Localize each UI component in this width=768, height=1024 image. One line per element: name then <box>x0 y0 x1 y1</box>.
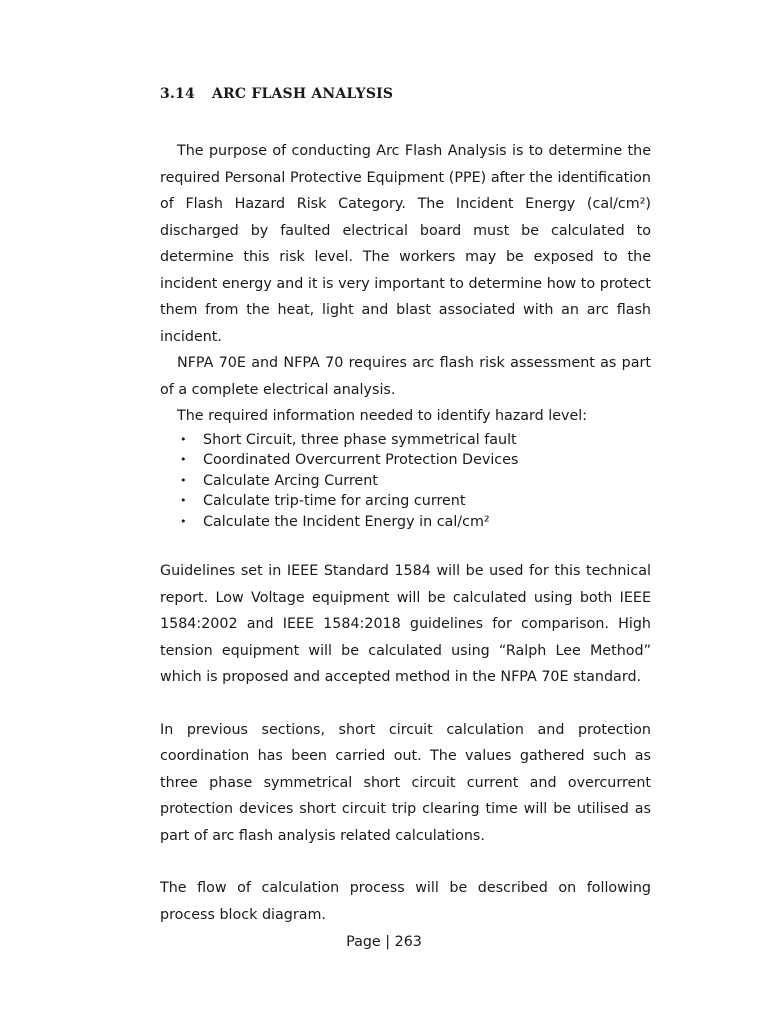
bullet-icon: • <box>180 514 187 528</box>
bullet-icon: • <box>180 453 187 466</box>
paragraph-calculation-flow: The flow of calculation process will be described on following process block diagram. <box>160 880 651 923</box>
section-number: 3.14 <box>160 86 195 102</box>
spacer <box>160 532 651 558</box>
section-heading <box>160 86 393 102</box>
paragraph-guidelines: Guidelines set in IEEE Standard 1584 will be used for this technical report. Low Voltage equipment will be calculated using both IEEE 1584:2002 and IEEE 1584:2018 guidelines for comparison. High tension equipment will be calculated using “Ralph Lee Method” which is proposed and accepted method in the NFPA 70E standard. <box>160 563 651 685</box>
list-item: • Calculate the Incident Energy in cal/cm² <box>160 512 651 533</box>
hazard-info-list <box>160 430 651 533</box>
paragraph-previous-sections: In previous sections, short circuit calculation and protection coordination has been carried out. The values gathered such as three phase symmetrical short circuit current and overcurrent protection devices short circuit trip clearing time will be utilised as part of arc flash analysis related calculations. <box>160 721 651 844</box>
bullet-icon: • <box>180 432 187 446</box>
spacer <box>160 691 651 717</box>
paragraph-nfpa: NFPA 70E and NFPA 70 requires arc flash risk assessment as part of a complete electrical analysis. <box>160 355 651 398</box>
bullet-icon: • <box>180 473 187 487</box>
paragraph-purpose: The purpose of conducting Arc Flash Analysis is to determine the required Personal Protective Equipment (PPE) after the identification of Flash Hazard Risk Category. The Incident Energy (cal/cm²) discharged by faulted electrical board must be calculated to determine this risk level. The workers may be exposed to the incident energy and it is very important to determine how to protect them from the heat, light and blast associated with an arc flash incident. <box>160 143 651 345</box>
bullet-icon: • <box>180 494 187 507</box>
spacer <box>160 849 651 875</box>
list-item: • Calculate Arcing Current <box>160 471 651 492</box>
page-number: Page | 263 <box>346 934 422 950</box>
list-item: • Short Circuit, three phase symmetrical fault <box>160 430 651 451</box>
paragraph-required-info: The required information needed to identify hazard level: <box>177 408 588 424</box>
section-title: ARC FLASH ANALYSIS <box>212 86 394 102</box>
list-item: • Calculate trip-time for arcing current <box>160 491 651 512</box>
list-item: • Coordinated Overcurrent Protection Devices <box>160 450 651 471</box>
section-body <box>160 138 651 928</box>
